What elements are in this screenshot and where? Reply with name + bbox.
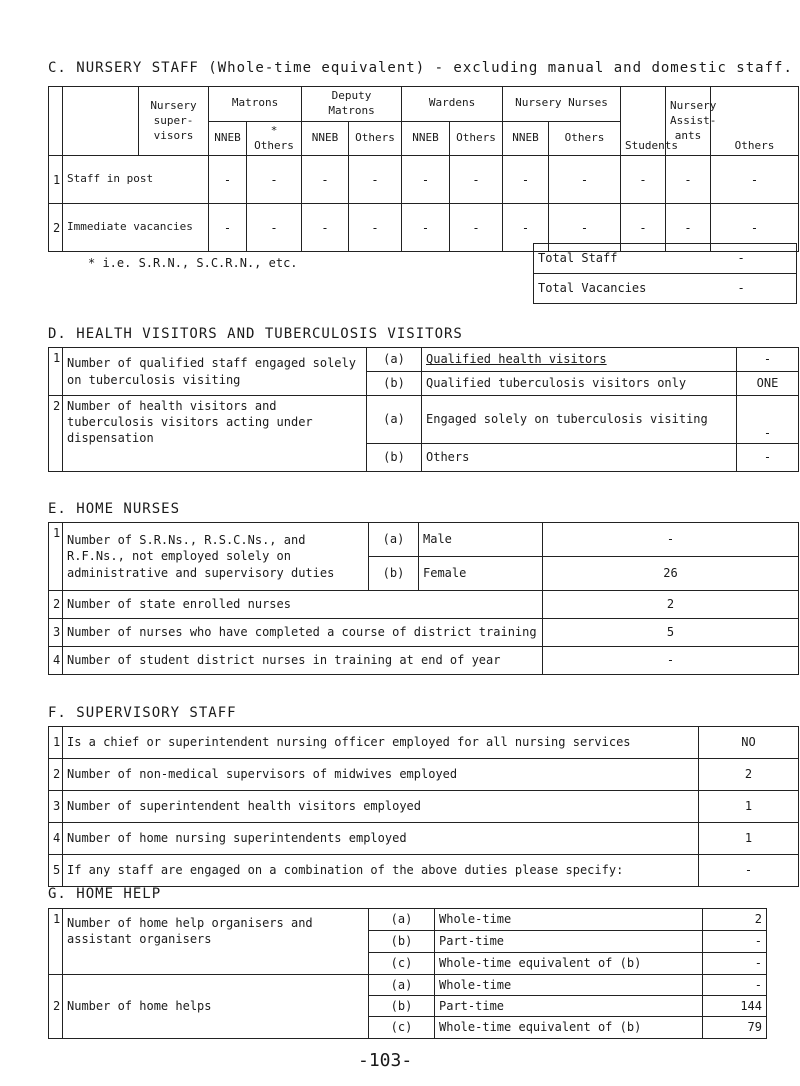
row-value: 2 [699,759,799,791]
table-row [49,823,799,855]
cell-value: - [503,204,549,252]
row-label: Number of nurses who have completed a course of district training [63,619,543,647]
table-row [49,791,799,823]
home-help-table [48,908,767,1039]
totals-table [533,243,797,304]
sub-others-starred: * Others [247,121,302,156]
item-value: - [703,953,767,975]
item-value: - [703,931,767,953]
item-text: Part-time [435,931,703,953]
item-value: - [737,444,799,472]
cell-value: - [503,156,549,204]
sub-others: Others [349,121,402,156]
total-vacancies-value: - [734,274,797,304]
row-value: - [543,647,799,675]
row-label: Number of S.R.Ns., R.S.C.Ns., and R.F.Ns., not employed solely on administrative and supervisory duties [63,523,369,591]
row-value: 1 [699,823,799,855]
star-mark: * [270,123,278,137]
row-number: 3 [49,619,63,647]
section-f-title: F. SUPERVISORY STAFF [48,705,237,721]
item-text: Whole-time equivalent of (b) [435,1017,703,1038]
header-deputy-matrons: Deputy Matrons [302,87,402,122]
item-value: 144 [703,996,767,1017]
item-value: ONE [737,372,799,396]
row-value: 1 [699,791,799,823]
item-key: (b) [369,557,419,591]
supervisory-staff-table [48,726,799,887]
cell-value: - [209,156,247,204]
cell-value: - [450,204,503,252]
footnote: * i.e. S.R.N., S.C.R.N., etc. [88,256,298,270]
table-row [49,156,799,204]
row-value: - [699,855,799,887]
section-e-title: E. HOME NURSES [48,501,181,517]
header-blank [49,87,63,156]
cell-value: - [666,156,711,204]
sub-nneb: NNEB [302,121,349,156]
item-value: 79 [703,1017,767,1038]
cell-value: - [247,204,302,252]
cell-value: - [302,156,349,204]
row-label: Staff in post [63,156,209,204]
item-key: (a) [367,396,422,444]
header-students: Students [621,87,666,156]
row-number: 2 [49,759,63,791]
table-row [49,647,799,675]
row-number: 1 [49,348,63,396]
item-key: (b) [367,372,422,396]
row-number: 1 [49,156,63,204]
row-label: Number of student district nurses in training at end of year [63,647,543,675]
row-value: NO [699,727,799,759]
item-text: Qualified health visitors [422,348,737,372]
item-value: - [543,523,799,557]
header-wardens: Wardens [402,87,503,122]
item-key: (c) [369,1017,435,1038]
row-number: 4 [49,823,63,855]
row-label: Number of home help organisers and assistant organisers [63,909,369,975]
item-text: Whole-time [435,975,703,996]
row-number: 2 [49,975,63,1039]
cell-value: - [621,204,666,252]
table-row [49,591,799,619]
section-d-title: D. HEALTH VISITORS AND TUBERCULOSIS VISITORS [48,326,463,342]
row-number: 1 [49,909,63,975]
sub-nneb: NNEB [503,121,549,156]
item-key: (b) [369,996,435,1017]
header-matrons: Matrons [209,87,302,122]
row-value: 2 [543,591,799,619]
row-number: 2 [49,396,63,472]
row-number: 2 [49,204,63,252]
header-blank [63,87,139,156]
row-label: Number of qualified staff engaged solely on tuberculosis visiting [63,348,367,396]
row-label: Is a chief or superintendent nursing officer employed for all nursing services [63,727,699,759]
row-number: 1 [49,727,63,759]
cell-value: - [209,204,247,252]
row-label: If any staff are engaged on a combination of the above duties please specify: [63,855,699,887]
cell-value: - [549,204,621,252]
row-number: 5 [49,855,63,887]
row-label: Number of non-medical supervisors of midwives employed [63,759,699,791]
row-value: 5 [543,619,799,647]
item-text: Engaged solely on tuberculosis visiting [422,396,737,444]
item-text: Part-time [435,996,703,1017]
cell-value: - [711,204,799,252]
row-label: Number of state enrolled nurses [63,591,543,619]
total-vacancies-label: Total Vacancies [534,274,734,304]
cell-value: - [402,156,450,204]
sub-nneb: NNEB [402,121,450,156]
item-text: Male [419,523,543,557]
item-value: - [737,348,799,372]
item-value: 26 [543,557,799,591]
row-label: Number of superintendent health visitors employed [63,791,699,823]
item-key: (a) [369,909,435,931]
nursery-staff-table [48,86,799,252]
row-number: 1 [49,523,63,591]
row-number: 2 [49,591,63,619]
item-text: Others [422,444,737,472]
row-label: Number of health visitors and tuberculosis visitors acting under dispensation [63,396,367,472]
health-visitors-table [48,347,799,472]
header-others: Others [711,87,799,156]
cell-value: - [666,204,711,252]
item-text: Female [419,557,543,591]
item-key: (b) [369,931,435,953]
header-nursery-assistants: Nursery Assist-ants [666,87,711,156]
item-value: - [737,396,799,444]
cell-value: - [450,156,503,204]
item-key: (a) [369,523,419,557]
cell-value: - [349,204,402,252]
cell-value: - [349,156,402,204]
page-number: -103- [358,1050,413,1071]
item-text: Whole-time [435,909,703,931]
sub-others: Others [549,121,621,156]
item-key: (c) [369,953,435,975]
table-row [49,855,799,887]
cell-value: - [247,156,302,204]
row-number: 3 [49,791,63,823]
item-key: (a) [369,975,435,996]
row-label: Immediate vacancies [63,204,209,252]
item-key: (a) [367,348,422,372]
total-staff-value: - [734,244,797,274]
total-staff-label: Total Staff [534,244,734,274]
cell-value: - [621,156,666,204]
section-g-title: G. HOME HELP [48,886,162,902]
header-nursery-nurses: Nursery Nurses [503,87,621,122]
table-row [49,619,799,647]
sub-nneb: NNEB [209,121,247,156]
item-key: (b) [367,444,422,472]
home-nurses-table [48,522,799,675]
item-value: - [703,975,767,996]
cell-value: - [549,156,621,204]
table-row [49,759,799,791]
table-row [49,727,799,759]
item-value: 2 [703,909,767,931]
row-label: Number of home nursing superintendents employed [63,823,699,855]
row-number: 4 [49,647,63,675]
cell-value: - [402,204,450,252]
cell-value: - [302,204,349,252]
cell-value: - [711,156,799,204]
row-label: Number of home helps [63,975,369,1039]
section-c-title: C. NURSERY STAFF (Whole-time equivalent) - excluding manual and domestic staff. [48,60,793,76]
header-nursery-supervisors: Nursery super-visors [139,87,209,156]
sub-others: Others [450,121,503,156]
item-text: Qualified tuberculosis visitors only [422,372,737,396]
item-text: Whole-time equivalent of (b) [435,953,703,975]
